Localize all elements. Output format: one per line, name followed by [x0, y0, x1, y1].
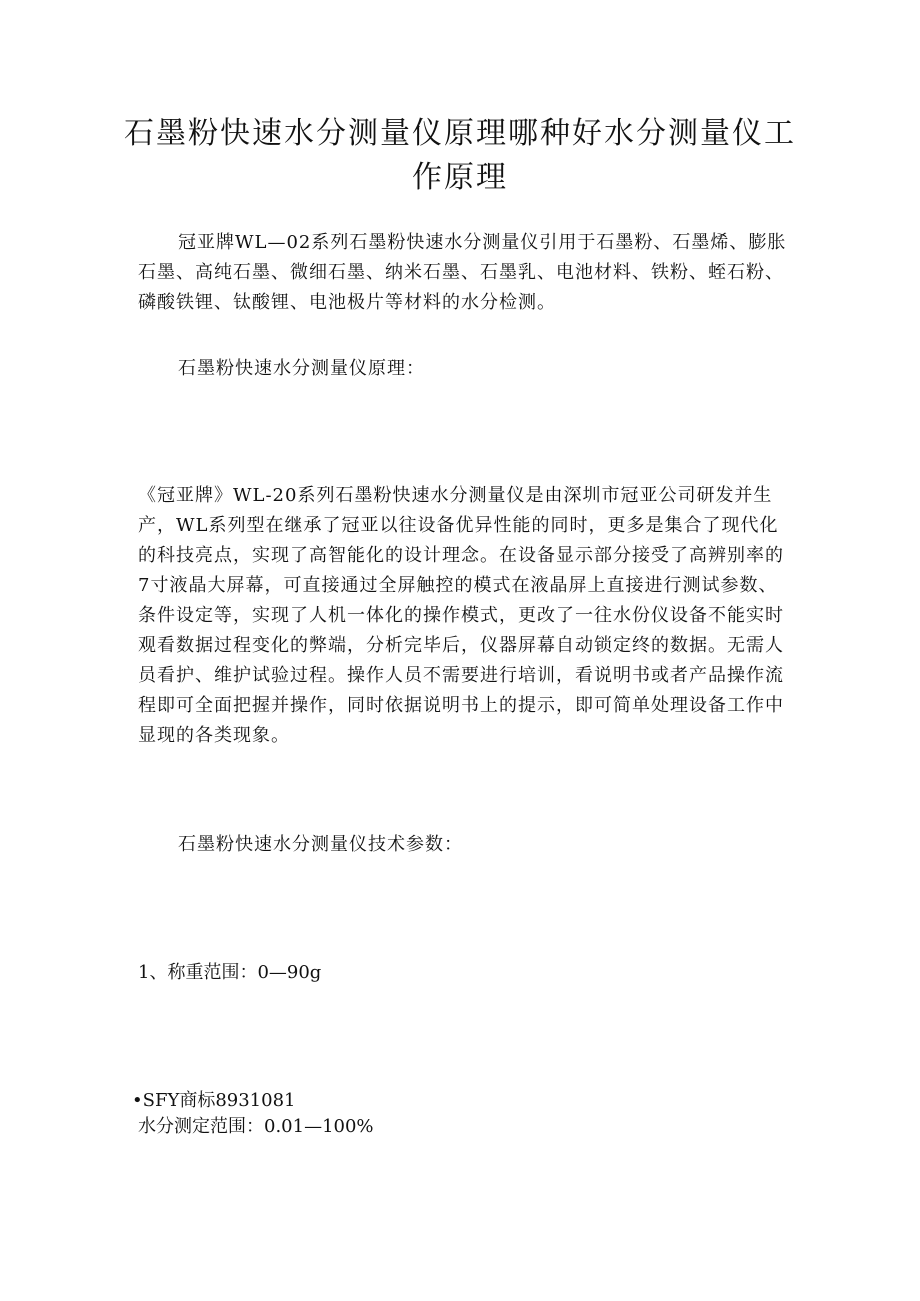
tech-params-heading: 石墨粉快速水分测量仪技术参数： [178, 834, 463, 855]
spec-moisture-range: 水分测定范围：0.01—100% [138, 1116, 374, 1137]
principle-heading: 石墨粉快速水分测量仪原理： [178, 358, 425, 379]
document-title: 石墨粉快速水分测量仪原理哪种好水分测量仪工作原理 [124, 116, 796, 195]
intro-paragraph: 冠亚牌WL—02系列石墨粉快速水分测量仪引用于石墨粉、石墨烯、膨胀石墨、高纯石墨、微细石墨、纳米石墨、石墨乳、电池材料、铁粉、蛭石粉、磷酸铁锂、钛酸锂、电池极片等材料的水分检测。 [138, 232, 787, 313]
trademark-line: •SFY商标8931081 [132, 1090, 296, 1111]
principle-paragraph: 《冠亚牌》WL-20系列石墨粉快速水分测量仪是由深圳市冠亚公司研发并生产，WL系列型在继承了冠亚以往设备优异性能的同时，更多是集合了现代化的科技亮点，实现了高智能化的设计理念。在设备显示部分接受了高辨别率的7寸液晶大屏幕，可直接通过全屏触控的模式在液晶屏上直接进行测试参数、条件设定等，实现了人机一体化的操作模式，更改了一往水份仪设备不能实时观看数据过程变化的弊端，分析完毕后，仪器屏幕自动锁定终的数据。无需人员看护、维护试验过程。操作人员不需要进行培训，看说明书或者产品操作流程即可全面把握并操作，同时依据说明书上的提示，即可简单处理设备工作中显现的各类现象。 [138, 485, 784, 746]
spec-weighing-range: 1、称重范围：0—90g [138, 962, 322, 983]
